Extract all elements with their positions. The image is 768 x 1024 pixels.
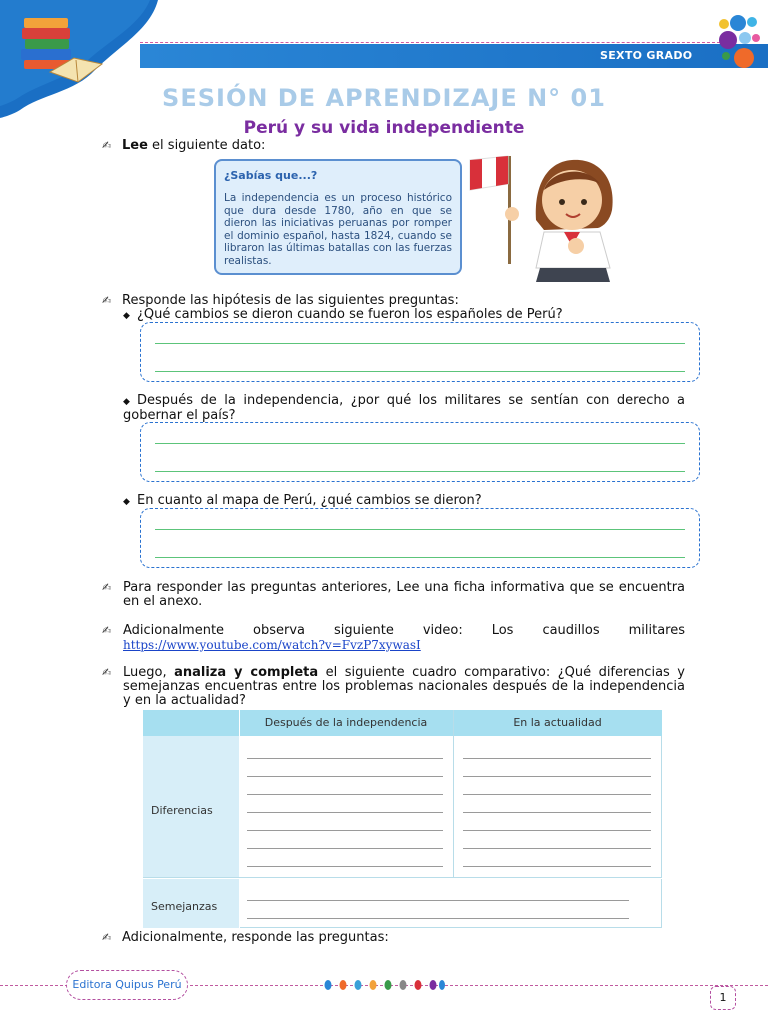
info-box-title: ¿Sabías que...?: [224, 169, 318, 182]
table-header-actualidad: En la actualidad: [513, 716, 602, 729]
video-instruction: [102, 624, 685, 653]
question-1: [123, 308, 563, 323]
question-1-text: ¿Qué cambios se dieron cuando se fueron los españoles de Perú?: [137, 307, 563, 322]
pencil-icon: ✍: [102, 139, 112, 152]
lee-instruction: [102, 139, 265, 153]
para-responder-instruction: [102, 581, 685, 609]
lee-rest: el siguiente dato:: [147, 138, 266, 153]
diamond-bullet-icon: ◆: [123, 397, 130, 407]
diamond-bullet-icon: ◆: [123, 311, 130, 321]
table-row-diferencias: Diferencias: [151, 804, 213, 817]
question-3-text: En cuanto al mapa de Perú, ¿qué cambios se dieron?: [137, 493, 482, 508]
luego-text: [123, 666, 685, 708]
video-instruction-text: Adicionalmente observa siguiente video: Los caudillos militares: [123, 623, 685, 638]
publisher-badge: Editora Quipus Perú: [66, 970, 188, 1000]
para-responder-text: Para responder las preguntas anteriores, Lee una ficha informativa que se encuentra en el anexo.: [123, 580, 685, 609]
footer-drops-decoration: [322, 977, 446, 993]
girl-with-flag-illustration: [464, 150, 618, 282]
question-2-text: Después de la independencia, ¿por qué los militares se sentían con derecho a gobernar el país?: [123, 393, 685, 423]
table-header-despues: Después de la independencia: [264, 716, 428, 729]
page-number: 1: [710, 986, 736, 1010]
books-icon: [16, 14, 106, 86]
pencil-icon: ✍: [102, 294, 112, 307]
question-2: [123, 394, 685, 423]
pencil-icon: ✍: [102, 666, 112, 679]
pencil-icon: ✍: [102, 581, 112, 594]
youtube-video-link[interactable]: https://www.youtube.com/watch?v=FvzP7xywasI: [123, 638, 421, 652]
answer-box-3[interactable]: [140, 508, 700, 568]
adicional-preguntas-text: Adicionalmente, responde las preguntas:: [122, 930, 389, 945]
answer-box-1[interactable]: [140, 322, 700, 382]
comparison-table: [143, 710, 662, 928]
answer-box-2[interactable]: [140, 422, 700, 482]
grade-label: SEXTO GRADO: [600, 49, 693, 62]
luego-part-1: Luego,: [123, 665, 175, 680]
responde-instruction: [102, 294, 459, 308]
responde-text: Responde las hipótesis de las siguientes preguntas:: [122, 293, 459, 308]
diamond-bullet-icon: ◆: [123, 497, 130, 507]
luego-part-2: el siguiente cuadro comparativo: ¿Qué diferencias y semejanzas encuentras entre los problemas nacionales después de la independencia y en la actualidad?: [123, 665, 685, 708]
luego-instruction: [102, 666, 685, 708]
lee-bold: Lee: [122, 138, 148, 153]
question-3: [123, 494, 482, 509]
table-row-semejanzas: Semejanzas: [151, 900, 218, 913]
page-subtitle: Perú y su vida independiente: [243, 118, 525, 138]
decorative-dots: [712, 14, 768, 70]
luego-bold: analiza y completa: [174, 665, 319, 680]
info-box-text: La independencia es un proceso histórico que dura desde 1780, año en que se dieron las iniciativas peruanas por romper el dominio español, hasta 1824, cuando se libraron las últimas batallas con las fuerzas realistas.: [224, 192, 452, 267]
pencil-icon: ✍: [102, 931, 112, 944]
info-box: [214, 159, 462, 275]
page-title: SESIÓN DE APRENDIZAJE N° 01: [162, 84, 606, 112]
header-dashed-line: [140, 42, 720, 43]
adicional-preguntas-instruction: [102, 931, 389, 945]
pencil-icon: ✍: [102, 624, 112, 637]
